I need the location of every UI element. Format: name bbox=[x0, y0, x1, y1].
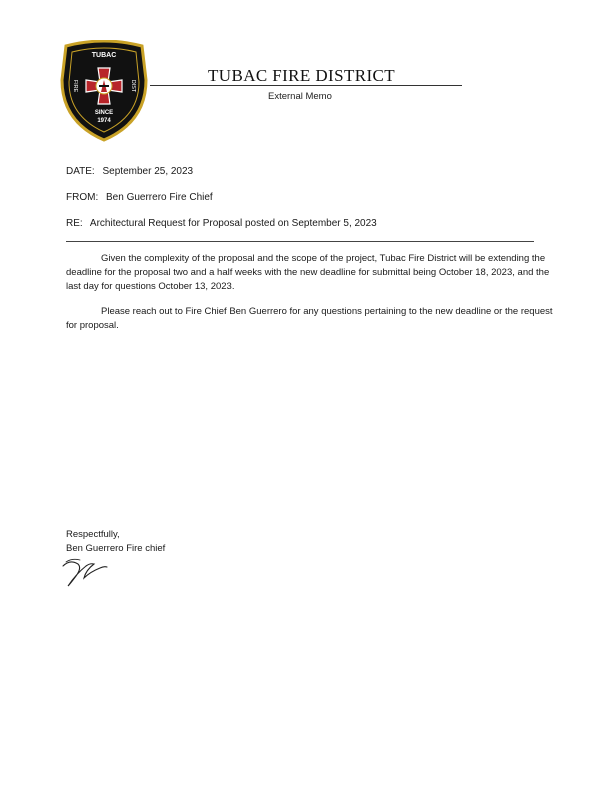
org-title: TUBAC FIRE DISTRICT bbox=[208, 66, 396, 85]
from-line bbox=[66, 192, 213, 203]
header-divider bbox=[66, 241, 534, 242]
badge-text-year: 1974 bbox=[97, 118, 111, 124]
body-paragraph: Please reach out to Fire Chief Ben Guerrero for any questions pertaining to the new deadline or the request for proposal. bbox=[66, 305, 553, 331]
date-line bbox=[66, 166, 193, 177]
signer-name: Ben Guerrero Fire chief bbox=[66, 543, 166, 554]
salutation: Respectfully, bbox=[66, 529, 120, 540]
title-underline bbox=[150, 85, 462, 86]
badge-text-since: SINCE bbox=[94, 110, 114, 116]
closing-block bbox=[66, 528, 165, 556]
from-label: FROM: bbox=[66, 192, 99, 203]
re-value: Architectural Request for Proposal posted on September 5, 2023 bbox=[89, 218, 377, 229]
body-paragraph: Given the complexity of the proposal and the scope of the project, Tubac Fire District will be extending the deadline for the proposal two and a half weeks with the new deadline for submittal being October 18, 2023, and the last day for questions October 13, 2023. bbox=[66, 252, 550, 292]
handwritten-signature bbox=[60, 556, 110, 590]
re-label: RE: bbox=[66, 218, 83, 229]
badge-text-top: TUBAC bbox=[91, 52, 117, 59]
from-value: Ben Guerrero Fire Chief bbox=[106, 192, 213, 203]
badge-text-right: DIST bbox=[130, 79, 136, 93]
memo-type: External Memo bbox=[268, 91, 332, 102]
re-line bbox=[66, 218, 377, 229]
date-value: September 25, 2023 bbox=[102, 166, 194, 177]
fire-district-badge-logo bbox=[58, 40, 150, 142]
badge-text-left: FIRE bbox=[72, 79, 78, 93]
date-label: DATE: bbox=[66, 166, 95, 177]
